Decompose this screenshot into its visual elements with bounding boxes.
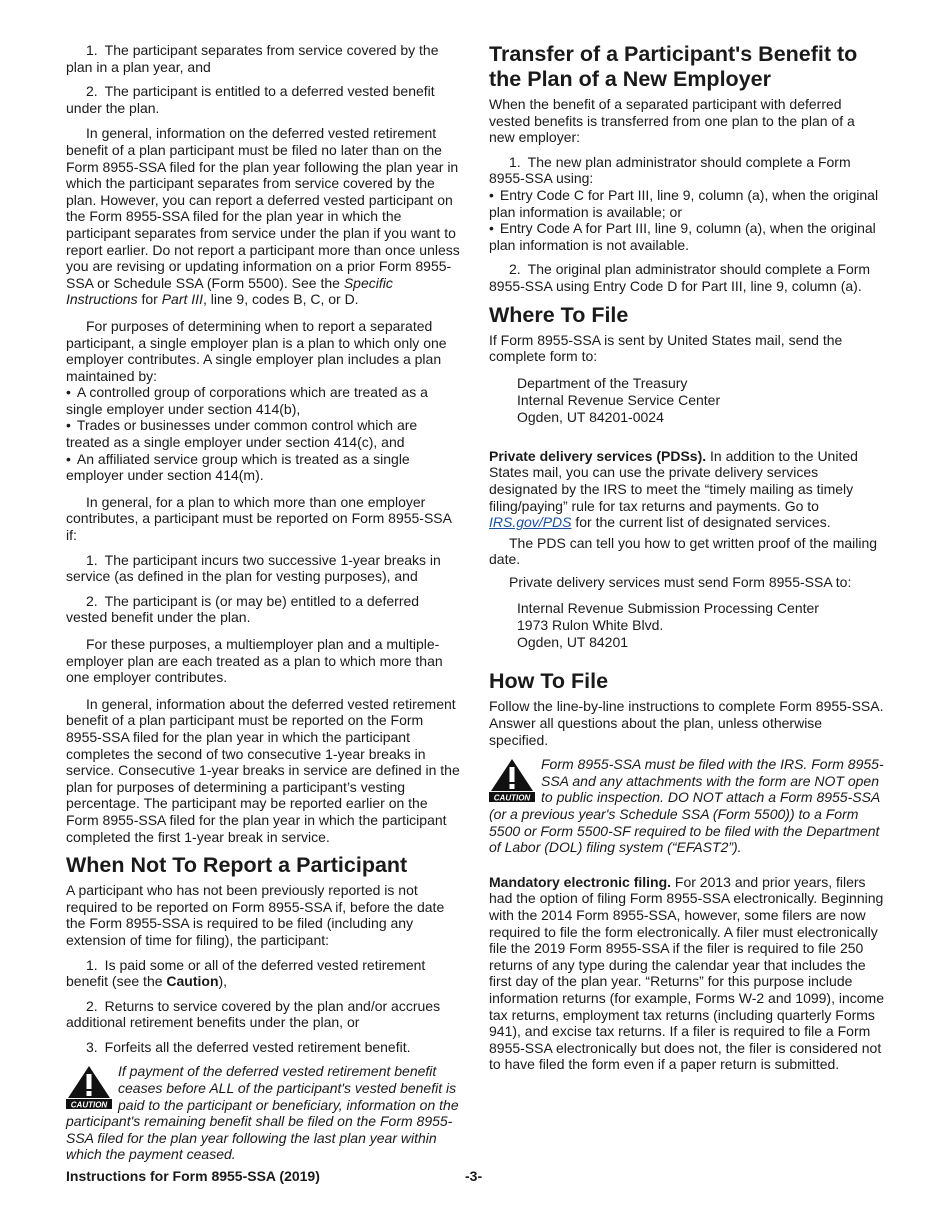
section-heading-transfer: Transfer of a Participant's Benefit to the Plan of a New Employer — [489, 42, 858, 91]
section-heading-where-to-file: Where To File — [489, 302, 629, 327]
caution-text: Form 8955-SSA must be filed with the IRS. Form 8955-SSA and any attachments with the form are NOT open to public inspection. DO NOT attach a Form 8955-SSA (or a previous year's Schedule SSA (Form 5500)) to a Form 5500 or Form 5500-SF required to be filed with the Department of Labor (DOL) filing system (“EFAST2”). — [489, 756, 884, 856]
paragraph: In general, information on the deferred vested retirement benefit of a plan participant must be filed no later than on the Form 8955-SSA filed for the plan year following the plan year in which the participant separates from service covered by the plan. However, you can report a deferred vested participant on the Form 8955-SSA filed for the plan year in which the participant separates from service under the plan if you want to report earlier. Do not report a participant more than once unless you are revising or updating information on a prior Form 8955-SSA or Schedule SSA (Form 5500). See the Specific Instructions for Part III, line 9, codes B, C, or D. — [66, 125, 460, 308]
paragraph: When the benefit of a separated participant with deferred vested benefits is transferred from one plan to the plan of a new employer: — [489, 96, 855, 146]
paragraph: A participant who has not been previously reported is not required to be reported on Form 8955-SSA if, before the date the Form 8955-SSA is required to be filed (including any extension of time for filing), the participant: — [66, 882, 445, 948]
address-line: Ogden, UT 84201-0024 — [517, 408, 664, 425]
list-item: • Trades or businesses under common control which are treated as a single employer under section 414(c), and — [66, 417, 461, 450]
paragraph: The PDS can tell you how to get written proof of the mailing date. — [489, 534, 878, 568]
caution-text: If payment of the deferred vested retirement benefit ceases before ALL of the participant's vested benefit is paid to the participant or beneficiary, information on the participant's remaining benefit shall be filed on the Form 8955-SSA filed for the plan year following the last plan year within which the payment ceased. — [66, 1063, 459, 1163]
caution-note — [66, 1063, 461, 1163]
section-heading-when-not-to-report: When Not To Report a Participant — [66, 853, 408, 878]
paragraph: Follow the line-by-line instructions to complete Form 8955-SSA. Answer all questions about the plan, unless otherwise specified. — [489, 698, 884, 748]
paragraph: For purposes of determining when to report a separated participant, a single employer plan is a plan to which only one employer contributes. A single employer plan includes a plan maintained by: — [66, 317, 447, 384]
irs-pds-link[interactable]: IRS.gov/PDS — [489, 514, 572, 531]
list-item: • A controlled group of corporations which are treated as a single employer under section 414(b), — [66, 384, 461, 417]
paragraph: For these purposes, a multiemployer plan and a multiple-employer plan are each treated as a plan to which more than one employer contributes. — [66, 636, 443, 686]
paragraph: 3. Forfeits all the deferred vested retirement benefit. — [86, 1038, 411, 1055]
paragraph: 2. The participant is entitled to a deferred vested benefit under the plan. — [66, 83, 435, 116]
left-column — [66, 42, 461, 1173]
address-line: Internal Revenue Submission Processing Center — [517, 600, 819, 617]
mailing-address — [517, 375, 884, 426]
page-number: -3- — [465, 1168, 483, 1184]
list-item: • An affiliated service group which is treated as a single employer under section 414(m). — [66, 451, 461, 484]
paragraph: 1. The participant incurs two successive 1-year breaks in service (as defined in the plan for vesting purposes), and — [66, 551, 441, 585]
paragraph: Mandatory electronic filing. For 2013 and prior years, filers had the option of filing Form 8955-SSA electronically. Beginning with the 2014 Form 8955-SSA, however, some filers are now required to file the form electronically. A filer must electronically file the 2019 Form 8955-SSA if the filer is required to file 250 returns of any type during the calendar year that includes the first day of the plan year. “Returns” for this purpose include information returns (for example, Forms W-2 and 1099), income tax returns, employment tax returns (including quarterly Forms 941), and excise tax returns. If a filer is required to file a Form 8955-SSA electronically but does not, the filer is considered not to have filed the form even if a paper return is submitted. — [489, 873, 885, 1073]
paragraph: Private delivery services (PDSs). In addition to the United States mail, you can use the private delivery services designated by the IRS to meet the “timely mailing as timely filing/paying” rule for tax returns and payments. Go to IRS.gov/PDS for the current list of designated services. — [489, 447, 858, 531]
caution-icon — [66, 1065, 112, 1109]
caution-icon — [489, 758, 535, 802]
paragraph: 2. Returns to service covered by the plan and/or accrues additional retirement benefits under the plan, or — [66, 997, 441, 1031]
list-item: • Entry Code C for Part III, line 9, column (a), when the original plan information is available; or — [489, 187, 884, 220]
paragraph: Private delivery services must send Form 8955-SSA to: — [509, 573, 852, 590]
paragraph: In general, for a plan to which more than one employer contributes, a participant must be reported on Form 8955-SSA if: — [66, 493, 452, 544]
paragraph: In general, information about the deferred vested retirement benefit of a plan participant must be reported on the Form 8955-SSA filed for the plan year in which the participant completes the second of two consecutive 1-year breaks in service. Consecutive 1-year breaks in service are defined in the plan for purposes of determining a participant’s vesting percentage. The participant may be reported earlier on the Form 8955-SSA filed for the plan year in which the participant completed the first 1-year break in service. — [66, 695, 460, 845]
address-line: 1973 Rulon White Blvd. — [517, 617, 664, 634]
paragraph: 1. The new plan administrator should complete a Form 8955-SSA using: — [489, 153, 851, 187]
svg-text:CAUTION: CAUTION — [70, 1100, 108, 1110]
address-line: Department of the Treasury — [517, 374, 688, 391]
paragraph: 2. The original plan administrator should complete a Form 8955-SSA using Entry Code D for Part III, line 9, column (a). — [489, 261, 871, 294]
caution-note — [489, 756, 884, 856]
paragraph: 1. Is paid some or all of the deferred vested retirement benefit (see the Caution), — [66, 956, 426, 990]
page-footer — [66, 1168, 884, 1185]
footer-title: Instructions for Form 8955-SSA (2019) — [66, 1168, 320, 1184]
list-item: • Entry Code A for Part III, line 9, column (a), when the original plan information is not available. — [489, 220, 884, 253]
address-line: Ogden, UT 84201 — [517, 634, 629, 651]
right-column — [489, 42, 884, 1081]
section-heading-how-to-file: How To File — [489, 669, 609, 694]
pds-address — [517, 600, 884, 651]
paragraph: 1. The participant separates from service covered by the plan in a plan year, and — [66, 42, 439, 75]
svg-text:CAUTION: CAUTION — [493, 793, 531, 803]
paragraph: 2. The participant is (or may be) entitled to a deferred vested benefit under the plan. — [66, 592, 420, 626]
paragraph: If Form 8955-SSA is sent by United States mail, send the complete form to: — [489, 331, 843, 365]
address-line: Internal Revenue Service Center — [517, 391, 721, 408]
